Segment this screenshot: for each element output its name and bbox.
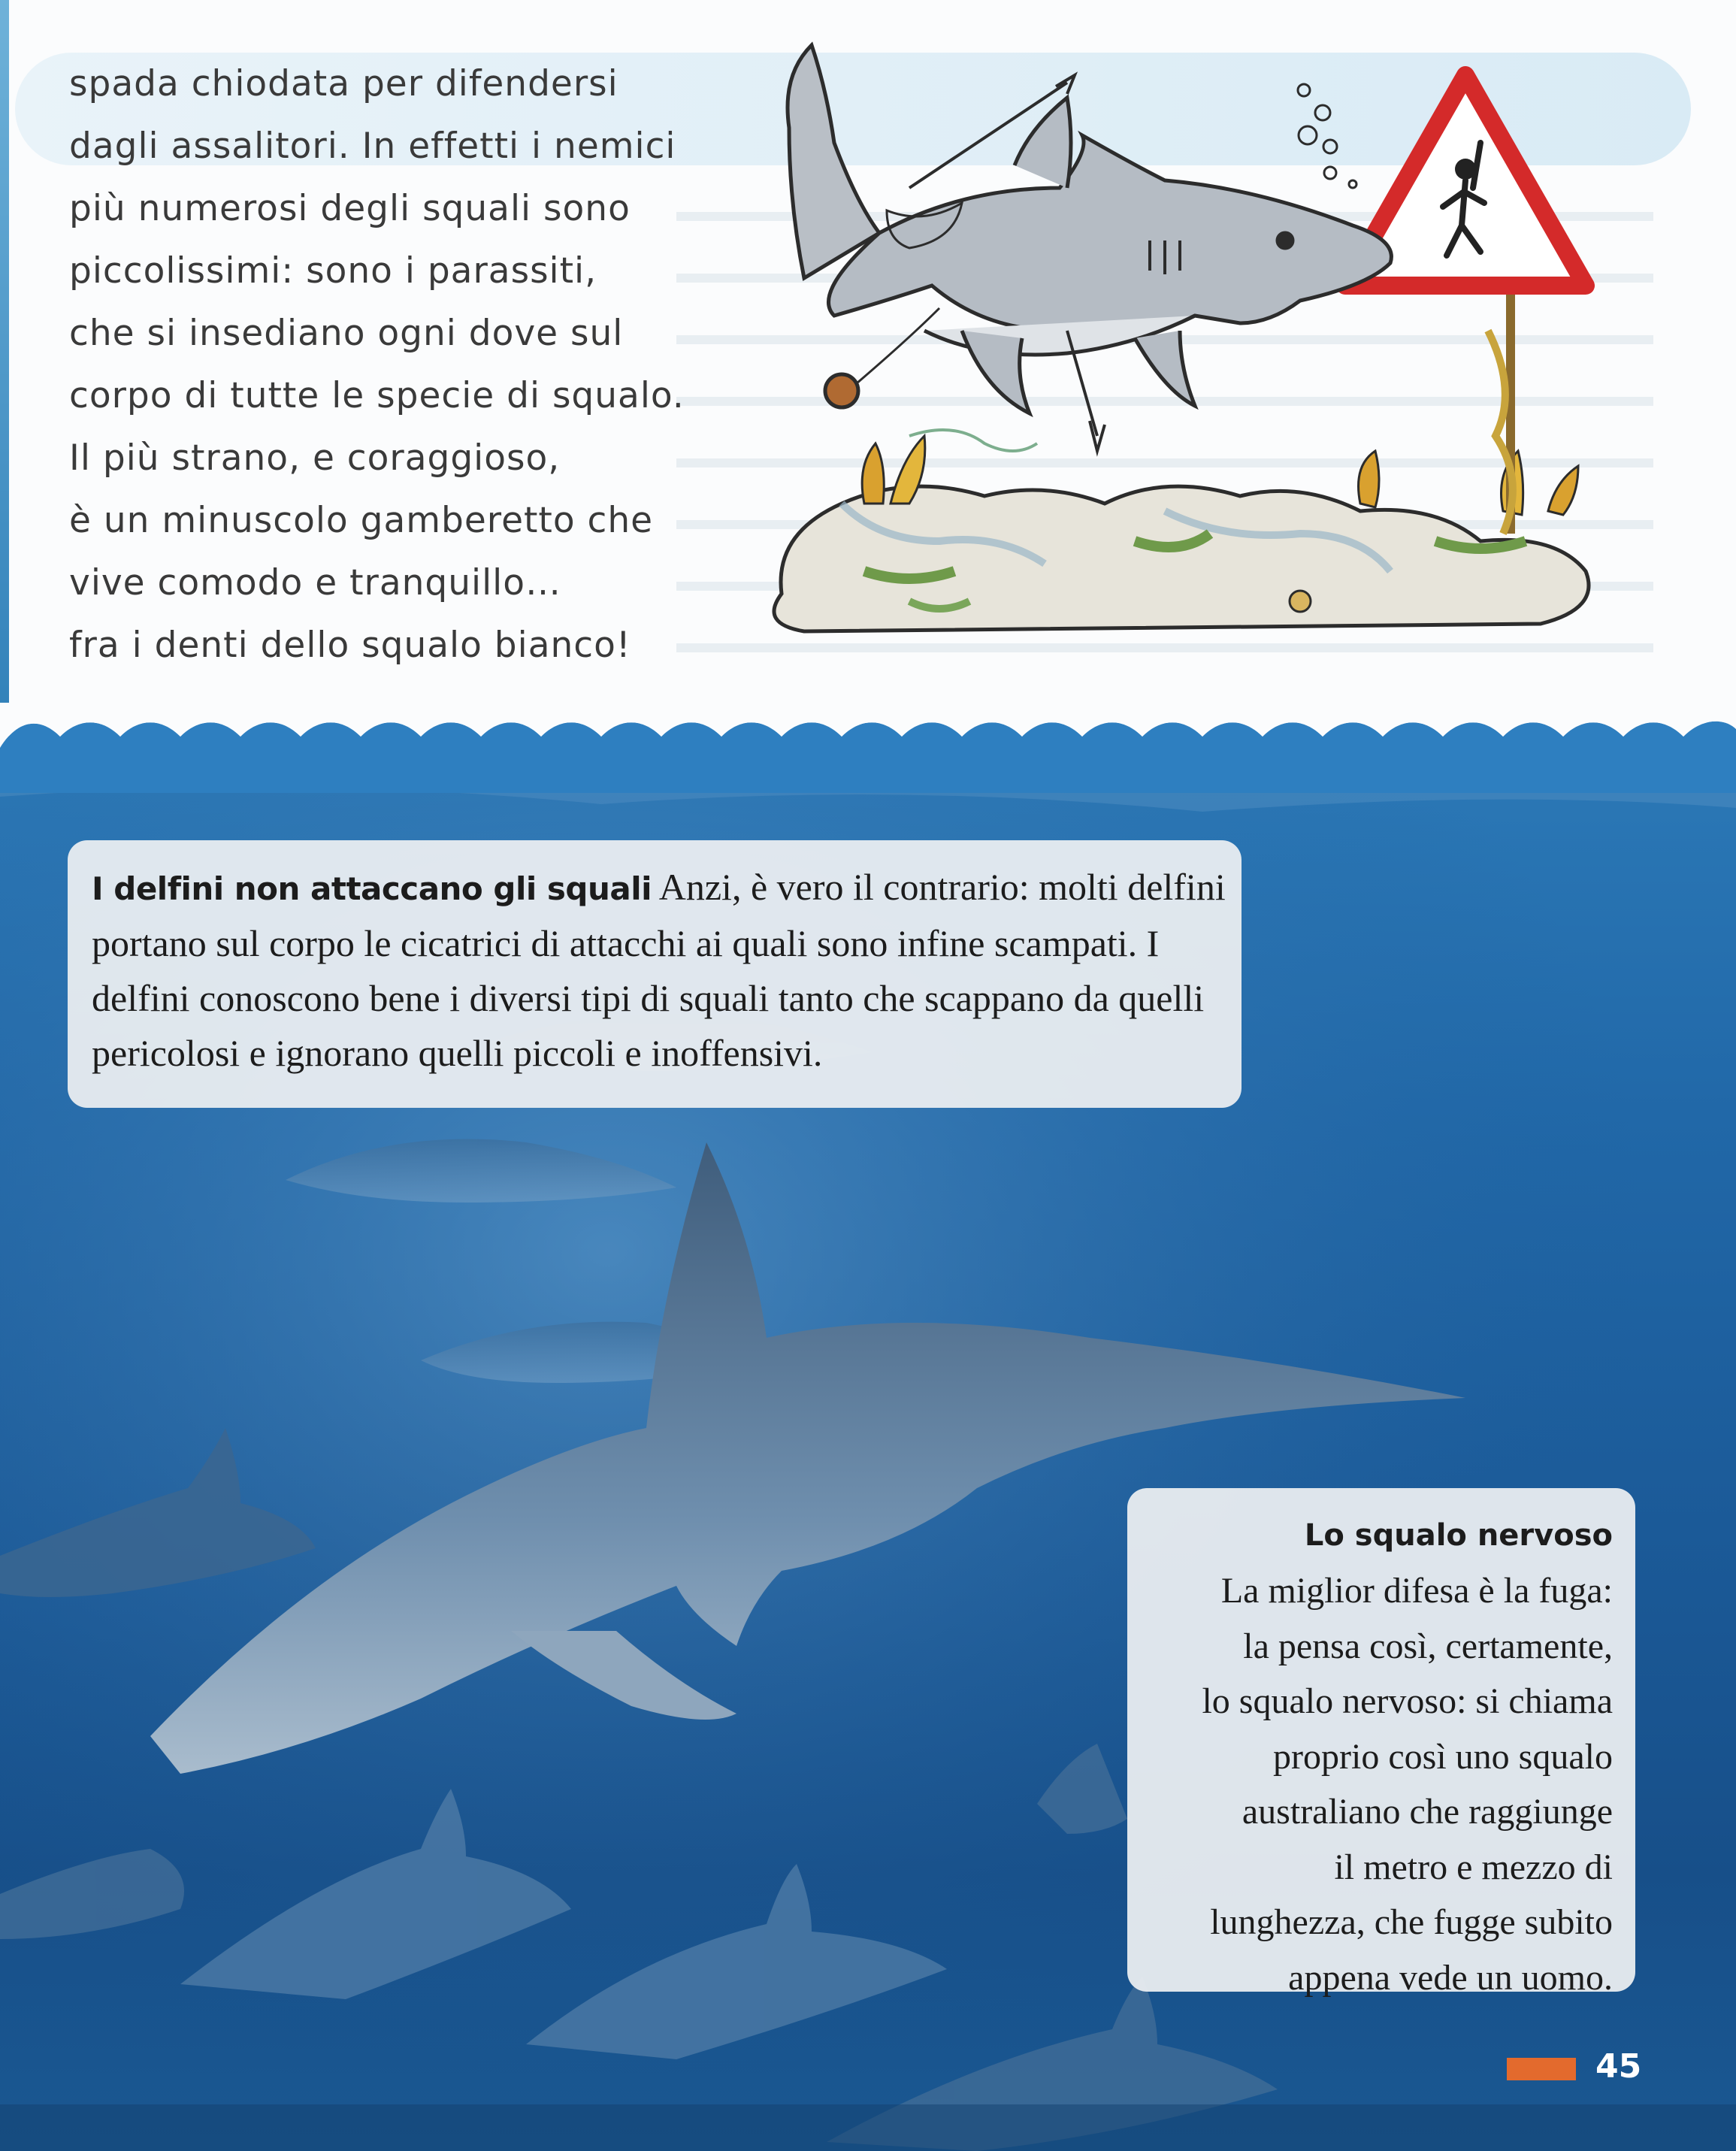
dolphins-callout-title: I delfini non attaccano gli squali	[92, 870, 652, 907]
intro-line: fra i denti dello squalo bianco!	[69, 625, 631, 666]
dolphins-callout-body: Anzi, è vero il contrario: molti delfini portano sul corpo le cicatrici di attacchi ai quali sono infine scampati. I delfini conoscono bene i diversi tipi di squali tanto che scappano da quelli pericolosi e ignorano quelli piccoli e inoffensivi.	[92, 866, 1226, 1074]
nervous-shark-callout-box	[1127, 1488, 1635, 1998]
nervous-shark-line: lo squalo nervoso: si chiama	[1202, 1681, 1613, 1721]
intro-paragraph	[69, 53, 746, 676]
intro-line: è un minuscolo gamberetto che	[69, 500, 654, 541]
dolphins-callout-box	[68, 840, 1242, 1108]
nervous-shark-line: La miglior difesa è la fuga:	[1220, 1571, 1613, 1611]
nervous-shark-line: lunghezza, che fugge subito	[1210, 1902, 1613, 1942]
intro-line: che si insediano ogni dove sul	[69, 313, 624, 354]
left-edge-strip	[0, 0, 9, 752]
nervous-shark-line: la pensa così, certamente,	[1243, 1626, 1613, 1666]
intro-line: vive comodo e tranquillo…	[69, 562, 561, 604]
page-number-marker	[1507, 2046, 1657, 2091]
cartoon-shark-illustration	[714, 15, 1653, 661]
nervous-shark-line: australiano che raggiunge	[1242, 1792, 1613, 1832]
wave-divider	[0, 703, 1736, 793]
nervous-shark-line: il metro e mezzo di	[1334, 1847, 1613, 1887]
dolphins-callout-text	[92, 860, 1226, 1081]
bubbles-illustration	[1298, 84, 1356, 188]
rocks-illustration	[774, 486, 1589, 631]
page-number-bar	[1507, 2058, 1576, 2080]
nervous-shark-callout-title: Lo squalo nervoso	[1304, 1518, 1613, 1553]
intro-line: Il più strano, e coraggioso,	[69, 437, 561, 479]
shark-illustration	[788, 45, 1391, 451]
nervous-shark-callout-body	[1147, 1563, 1613, 2005]
nervous-shark-line: appena vede un uomo.	[1288, 1957, 1613, 1998]
intro-line: spada chiodata per difendersi	[69, 63, 618, 104]
page-number: 45	[1595, 2047, 1642, 2086]
warning-sign-icon	[1345, 75, 1586, 534]
intro-line: piccolissimi: sono i parassiti,	[69, 250, 597, 292]
nervous-shark-line: proprio così uno squalo	[1273, 1736, 1613, 1777]
intro-line: più numerosi degli squali sono	[69, 188, 631, 229]
top-text-section	[0, 0, 1736, 752]
intro-line: dagli assalitori. In effetti i nemici	[69, 126, 676, 167]
intro-line: corpo di tutte le specie di squalo.	[69, 375, 685, 416]
